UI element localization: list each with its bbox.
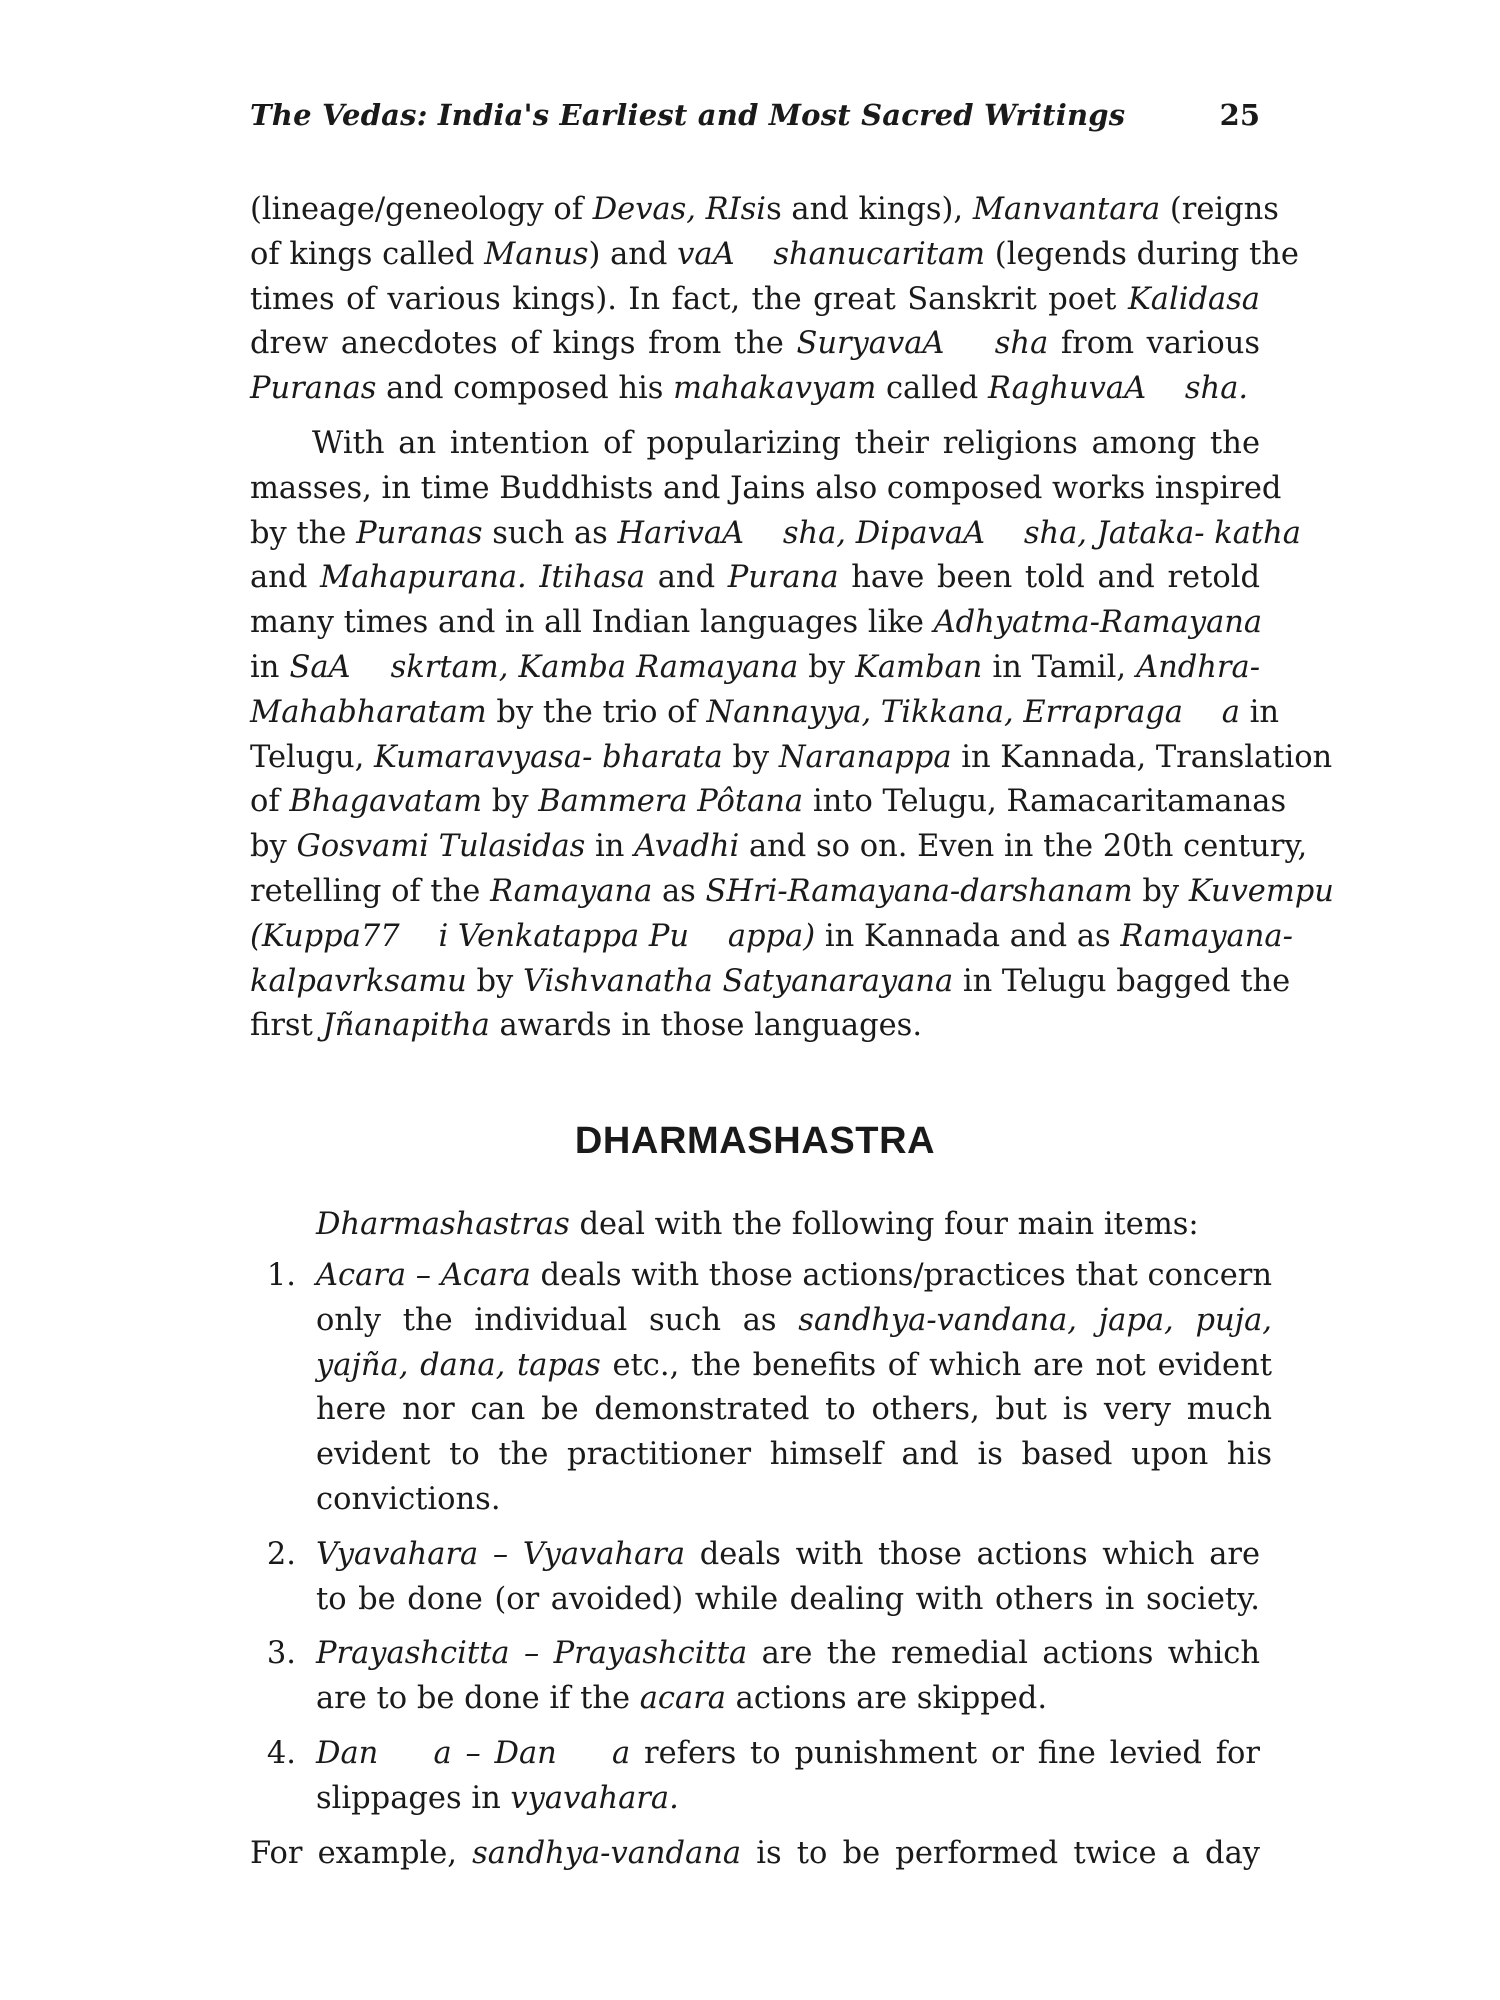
list-number: 3. [266, 1636, 296, 1672]
text-line: first Jñanapitha awards in those languages. [250, 1008, 923, 1044]
text-line: and Mahapurana. Itihasa and Purana have been told and retold [250, 560, 1260, 596]
section-heading: DHARMASHASTRA [574, 1120, 936, 1163]
list-item [250, 1254, 1272, 1523]
list-item [250, 1632, 1260, 1722]
list-number: 2. [266, 1536, 296, 1572]
paragraph-puranas-continued [250, 188, 1299, 412]
text-line: Dan a – Dan a refers to punishment or fine levied for [316, 1735, 1260, 1771]
list-item-text [316, 1632, 1260, 1722]
text-line: For example, sandhya-vandana is to be performed twice a day [250, 1835, 1260, 1871]
text-line: of Bhagavatam by Bammera Pôtana into Telugu, Ramacaritamanas [250, 784, 1287, 820]
body-text [250, 188, 1334, 1876]
text-line: by the Puranas such as HarivaA sha, DipavaA sha, Jataka- katha [250, 515, 1301, 551]
dharmashastra-items-list [250, 1254, 1272, 1822]
text-line: many times and in all Indian languages like Adhyatma-Ramayana [250, 605, 1263, 641]
list-item [250, 1533, 1260, 1623]
text-line: Puranas and composed his mahakavyam called RaghuvaA sha. [250, 371, 1249, 407]
text-line: times of various kings). In fact, the great Sanskrit poet Kalidasa [250, 281, 1260, 317]
text-line: yajña, dana, tapas etc., the benefits of which are not evident [316, 1347, 1272, 1383]
text-line: Acara – Acara deals with those actions/practices that concern [316, 1257, 1272, 1293]
paragraph-example [250, 1832, 1260, 1877]
text-line: Prayashcitta – Prayashcitta are the remedial actions which [316, 1636, 1260, 1672]
list-item [250, 1732, 1260, 1822]
running-title: The Vedas: India's Earliest and Most Sacred Writings [250, 98, 1126, 132]
text-line: only the individual such as sandhya-vandana, japa, puja, [316, 1302, 1272, 1338]
list-item-text [316, 1533, 1260, 1623]
paragraph-popularizing [250, 422, 1334, 1049]
text-line: Mahabharatam by the trio of Nannayya, Tikkana, Errapraga a in [250, 694, 1280, 730]
section-lead: Dharmashastras deal with the following four main items: [316, 1207, 1199, 1243]
text-line: Vyavahara – Vyavahara deals with those actions which are [316, 1536, 1261, 1572]
text-line: Telugu, Kumaravyasa- bharata by Naranappa in Kannada, Translation [250, 739, 1333, 775]
text-line: drew anecdotes of kings from the SuryavaA sha from various [250, 326, 1261, 362]
list-number: 1. [266, 1257, 296, 1293]
text-line: With an intention of popularizing their religions among the [312, 425, 1260, 461]
text-line: retelling of the Ramayana as SHri-Ramayana-darshanam by Kuvempu [250, 873, 1334, 909]
text-line: evident to the practitioner himself and is based upon his [316, 1437, 1272, 1473]
text-line: in SaA skrtam, Kamba Ramayana by Kamban in Tamil, Andhra- [250, 649, 1260, 685]
text-line: (Kuppa77 i Venkatappa Pu appa) in Kannada and as Ramayana- [250, 918, 1293, 954]
text-line: here nor can be demonstrated to others, but is very much [316, 1392, 1272, 1428]
list-item-text [316, 1732, 1260, 1822]
list-number: 4. [266, 1735, 296, 1771]
running-head [250, 98, 1260, 132]
text-line: of kings called Manus) and vaA shanucaritam (legends during the [250, 236, 1299, 272]
text-line: masses, in time Buddhists and Jains also composed works inspired [250, 470, 1282, 506]
text-line: slippages in vyavahara. [316, 1780, 679, 1816]
text-line: (lineage/geneology of Devas, RIsis and kings), Manvantara (reigns [250, 192, 1279, 227]
text-line: kalpavrksamu by Vishvanatha Satyanarayana in Telugu bagged the [250, 963, 1291, 999]
text-line: are to be done if the acara actions are skipped. [316, 1681, 1048, 1717]
page-number: 25 [1219, 98, 1260, 132]
list-item-text [316, 1254, 1272, 1523]
text-line: by Gosvami Tulasidas in Avadhi and so on. Even in the 20th century, [250, 829, 1308, 865]
text-line: to be done (or avoided) while dealing with others in society. [316, 1581, 1260, 1617]
text-line: convictions. [316, 1481, 501, 1517]
